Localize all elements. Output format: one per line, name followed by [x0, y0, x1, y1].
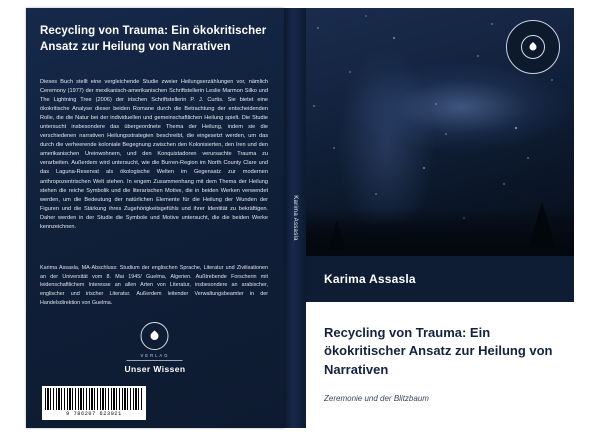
front-cover-author: Karima Assasla [324, 272, 416, 286]
back-cover [26, 8, 284, 428]
spine-author: Karima Assasla [292, 195, 298, 241]
front-cover [306, 8, 574, 428]
publisher-logo [125, 322, 186, 374]
back-cover-title: Recycling von Trauma: Ein ökokritischer Ansatz zur Heilung von Narrativen [40, 25, 267, 53]
front-cover-text-panel [306, 302, 574, 428]
back-cover-blurb: Dieses Buch stellt eine vergleichende Studie zweier Heilungserzählungen vor, nämlich Ceremony (1977) der mexikanisch-amerikanischen Schriftstellerin Leslie Marmon Silko und The Lightning Tree (2006) der irischen Schriftstellerin P. J. Curtis. Sie bietet eine ökokritische Analyse dieser beiden Romane durch die Betrachtung der entscheidenden Rolle, die die Natur bei der individuellen und gemeinschaftlichen Heilung spielt. Die Studie untersucht insbesondere das übergeordnete Thema der Heilung, indem sie die verschiedenen narrativen Heilungsstrategien beschreibt, die eingesetzt werden, um das durch die verheerende koloniale Begegnung zwischen den Kolonisierten, den Iren und den amerikanischen Ureinwohnern, und den Konquistadoren verursachte Trauma zu verarbeiten. Außerdem wird untersucht, wie die Burren-Region im North County Clare und das Laguna-Reservat als ökologische Welten im Gegensatz zur modernen anthropozentrischen Welt stehen. In engem Zusammenhang mit dem Thema der Heilung stehen die reiche Symbolik und die literarischen Motive, die in beiden Werken verwendet werden, um die Bedeutung der natürlichen Elemente für die Heilung der Wunden der Figuren und die Stärkung ihres Zugehörigkeitsgefühls und ihrer Identität zu bekräftigen. Daher werden in der Studie die Symbole und Motive untersucht, die die beiden Werke kennzeichnen. [40, 79, 268, 230]
tree-silhouette-icon [528, 202, 556, 248]
front-cover-title: Recycling von Trauma: Ein ökokritischer Ansatz zur Heilung von Narrativen [324, 325, 553, 377]
flame-logo-icon [141, 322, 169, 350]
flame-logo-icon [521, 35, 545, 59]
front-cover-author-band [306, 256, 574, 302]
barcode-number: 9 786207 623921 [66, 411, 122, 417]
barcode [42, 386, 146, 420]
publisher-name: Unser Wissen [124, 364, 186, 374]
book-spine [284, 8, 306, 428]
publisher-seal [506, 20, 560, 74]
tree-silhouette-small-icon [328, 220, 346, 250]
logo-divider [127, 360, 183, 361]
publisher-label: VERLAG [140, 353, 170, 358]
back-cover-author-bio: Karima Assasla, MA-Abschluss: Studium der englischen Sprache, Literatur und Zivilisationen an der Universität vom 8. Mai 1945/ Guelma, Algerien. Außtrebende Forscherin mit leidenschaftlichem Interesse an allen Arten von Literatur, insbesondere an arabischer, englischer und irischer Literatur. Außerdem leitender Verwaltungsbeamter in der Handelsdirektion von Guelma. [40, 265, 268, 306]
front-cover-subtitle: Zeremonie und der Blitzbaum [324, 394, 429, 403]
barcode-bars-icon [45, 388, 143, 410]
